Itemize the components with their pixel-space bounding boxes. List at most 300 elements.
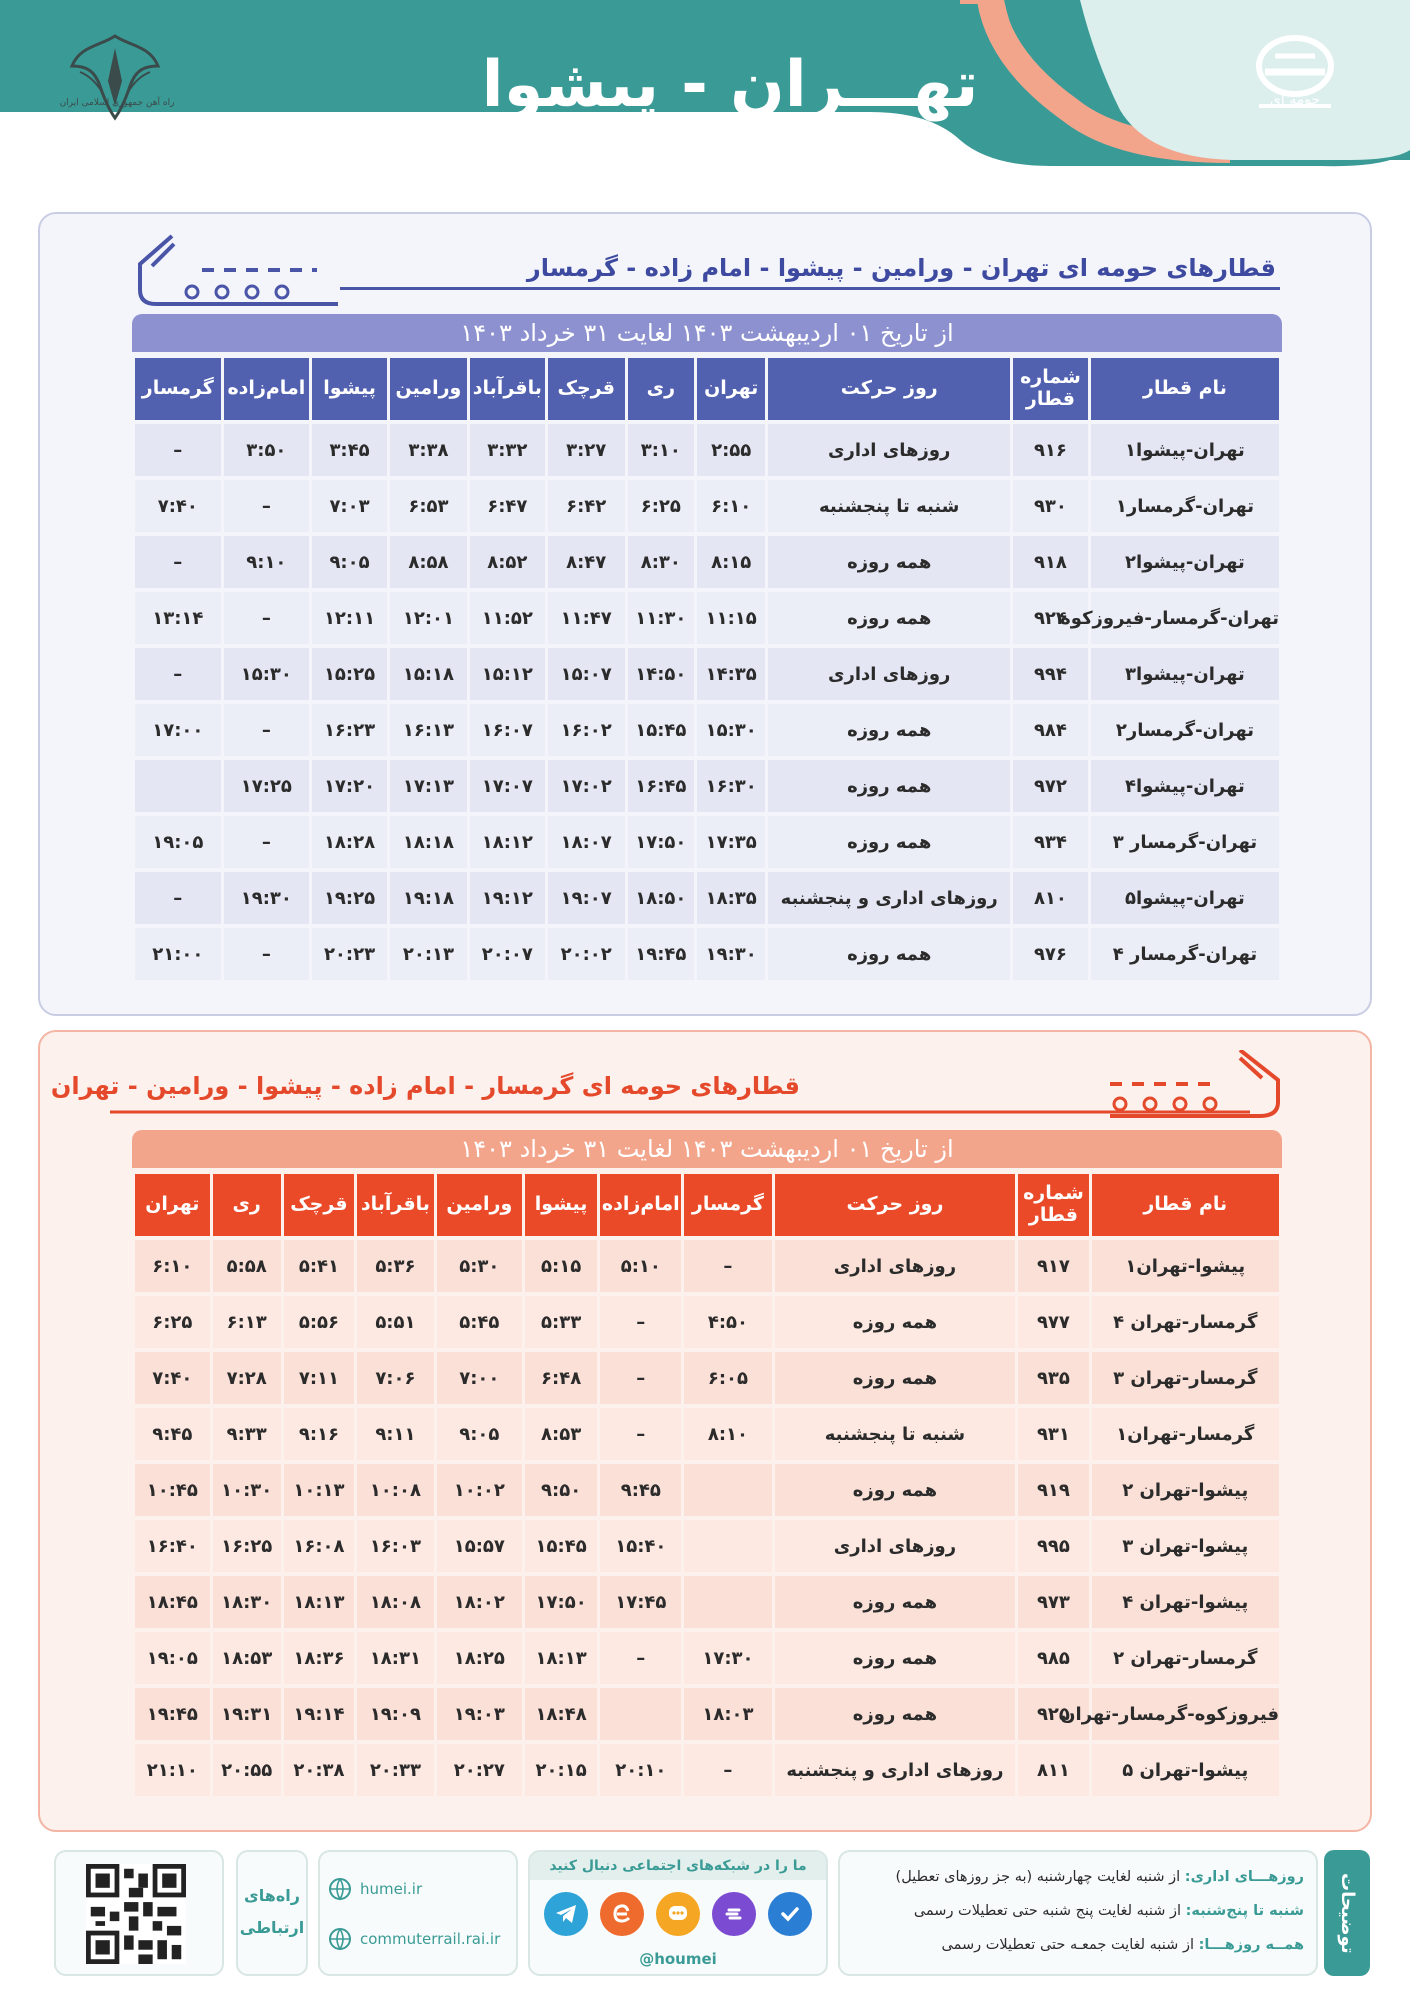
time-cell-station-3: ۲۰:۱۵ bbox=[525, 1744, 597, 1796]
time-cell-station-8: ۷:۴۰ bbox=[135, 480, 221, 532]
time-cell-station-6: ۲۰:۳۸ bbox=[284, 1744, 354, 1796]
time-cell-station-2: ۱۸:۵۰ bbox=[628, 872, 694, 924]
notes-label: توضیحات bbox=[1324, 1850, 1370, 1976]
train-name-cell: گرمسار-تهران ۴ bbox=[1092, 1296, 1279, 1348]
time-cell-station-8: ۹:۴۵ bbox=[135, 1408, 210, 1460]
table-header-row bbox=[135, 358, 1279, 420]
time-cell-station-1 bbox=[684, 1464, 771, 1516]
time-cell-station-2: – bbox=[600, 1352, 681, 1404]
time-cell-station-7: – bbox=[224, 480, 310, 532]
run-days-cell: همه روزه bbox=[775, 1296, 1016, 1348]
time-cell-station-2: ۳:۱۰ bbox=[628, 424, 694, 476]
col-header-station-1: گرمسار bbox=[684, 1174, 771, 1236]
train-icon bbox=[132, 234, 342, 314]
time-cell-station-2: ۱۴:۵۰ bbox=[628, 648, 694, 700]
run-days-cell: روزهای اداری و پنجشنبه bbox=[768, 872, 1010, 924]
table-row bbox=[135, 536, 1279, 588]
run-days-cell: همه روزه bbox=[768, 592, 1010, 644]
panel-title: قطارهای حومه ای گرمسار - امام زاده - پیشوا - ورامین - تهران bbox=[50, 1072, 800, 1100]
run-days-cell: همه روزه bbox=[775, 1688, 1016, 1740]
run-days-cell: روزهای اداری bbox=[768, 424, 1010, 476]
time-cell-station-2: ۱۹:۴۵ bbox=[628, 928, 694, 980]
time-cell-station-7: ۵:۵۸ bbox=[213, 1240, 281, 1292]
table-row bbox=[135, 648, 1279, 700]
time-cell-station-4: ۷:۰۰ bbox=[437, 1352, 522, 1404]
time-cell-station-4: ۱۸:۲۵ bbox=[437, 1632, 522, 1684]
time-cell-station-7: ۱۶:۲۵ bbox=[213, 1520, 281, 1572]
time-cell-station-4: ۳:۳۲ bbox=[470, 424, 545, 476]
time-cell-station-2: ۱۶:۴۵ bbox=[628, 760, 694, 812]
time-cell-station-8: ۶:۱۰ bbox=[135, 1240, 210, 1292]
time-cell-station-3: ۱۵:۴۵ bbox=[525, 1520, 597, 1572]
time-cell-station-1: ۶:۰۵ bbox=[684, 1352, 771, 1404]
time-cell-station-1: ۱۸:۳۵ bbox=[697, 872, 765, 924]
time-cell-station-8: – bbox=[135, 872, 221, 924]
time-cell-station-5: ۱۵:۱۸ bbox=[390, 648, 467, 700]
table-row bbox=[135, 1352, 1279, 1404]
time-cell-station-1: ۲:۵۵ bbox=[697, 424, 765, 476]
col-header-station-3: قرچک bbox=[548, 358, 625, 420]
train-name-cell: تهران-گرمسار۲ bbox=[1091, 704, 1279, 756]
time-cell-station-7: ۱۸:۳۰ bbox=[213, 1576, 281, 1628]
globe-icon bbox=[328, 1877, 352, 1901]
time-cell-station-8: ۱۸:۴۵ bbox=[135, 1576, 210, 1628]
run-days-cell: همه روزه bbox=[775, 1576, 1016, 1628]
telegram-icon[interactable] bbox=[544, 1892, 588, 1936]
social-heading: ما را در شبکه‌های اجتماعی دنبال کنید bbox=[530, 1852, 826, 1880]
time-cell-station-7: ۶:۱۳ bbox=[213, 1296, 281, 1348]
time-cell-station-4: ۲۰:۲۷ bbox=[437, 1744, 522, 1796]
time-cell-station-1: ۱۸:۰۳ bbox=[684, 1688, 771, 1740]
time-cell-station-7: ۱۰:۳۰ bbox=[213, 1464, 281, 1516]
note-office-days: روزهـــای اداری: از شنبه لغایت چهارشنبه (به جز روزهای تعطیل) bbox=[895, 1869, 1304, 1885]
time-cell-station-2 bbox=[600, 1688, 681, 1740]
train-name-cell: پیشوا-تهران۱ bbox=[1092, 1240, 1279, 1292]
time-cell-station-4: ۱۹:۱۲ bbox=[470, 872, 545, 924]
train-name-cell: تهران-پیشوا۲ bbox=[1091, 536, 1279, 588]
time-cell-station-3: ۵:۱۵ bbox=[525, 1240, 597, 1292]
schedule-table bbox=[132, 1170, 1282, 1800]
time-cell-station-4: ۲۰:۰۷ bbox=[470, 928, 545, 980]
time-cell-station-5: ۱۲:۰۱ bbox=[390, 592, 467, 644]
time-cell-station-3: ۱۸:۴۸ bbox=[525, 1688, 597, 1740]
time-cell-station-6: ۱۲:۱۱ bbox=[312, 592, 387, 644]
time-cell-station-7: ۱۸:۵۳ bbox=[213, 1632, 281, 1684]
time-cell-station-1: ۱۴:۳۵ bbox=[697, 648, 765, 700]
train-number-cell: ۹۳۵ bbox=[1018, 1352, 1088, 1404]
time-cell-station-2: – bbox=[600, 1408, 681, 1460]
time-cell-station-7: ۳:۵۰ bbox=[224, 424, 310, 476]
time-cell-station-3: ۳:۲۷ bbox=[548, 424, 625, 476]
train-name-cell: تهران-پیشوا۱ bbox=[1091, 424, 1279, 476]
train-number-cell: ۹۱۹ bbox=[1018, 1464, 1088, 1516]
run-days-cell: همه روزه bbox=[775, 1632, 1016, 1684]
time-cell-station-3: ۵:۳۳ bbox=[525, 1296, 597, 1348]
time-cell-station-1: ۱۷:۳۵ bbox=[697, 816, 765, 868]
time-cell-station-4: ۱۸:۱۲ bbox=[470, 816, 545, 868]
time-cell-station-3: ۱۷:۰۲ bbox=[548, 760, 625, 812]
col-header-station-8: گرمسار bbox=[135, 358, 221, 420]
time-cell-station-4: ۸:۵۲ bbox=[470, 536, 545, 588]
time-cell-station-5: ۱۶:۰۳ bbox=[357, 1520, 434, 1572]
time-cell-station-6: ۱۶:۲۳ bbox=[312, 704, 387, 756]
social-icon-row bbox=[530, 1892, 826, 1936]
time-cell-station-3: ۱۱:۴۷ bbox=[548, 592, 625, 644]
time-cell-station-5: ۵:۳۶ bbox=[357, 1240, 434, 1292]
table-row bbox=[135, 1296, 1279, 1348]
time-cell-station-2: – bbox=[600, 1296, 681, 1348]
time-cell-station-8 bbox=[135, 760, 221, 812]
table-row bbox=[135, 1688, 1279, 1740]
link-humei[interactable]: humei.ir bbox=[328, 1864, 508, 1914]
col-header-station-1: تهران bbox=[697, 358, 765, 420]
note-every-day: همــه روزهـــا: از شنبه لغایت جمعـه حتی تعطیلات رسمی bbox=[941, 1937, 1304, 1953]
train-name-cell: تهران-پیشوا۳ bbox=[1091, 648, 1279, 700]
time-cell-station-5: ۳:۳۸ bbox=[390, 424, 467, 476]
time-cell-station-3: ۱۸:۰۷ bbox=[548, 816, 625, 868]
run-days-cell: همه روزه bbox=[768, 704, 1010, 756]
time-cell-station-1: ۸:۱۵ bbox=[697, 536, 765, 588]
time-cell-station-2: ۸:۳۰ bbox=[628, 536, 694, 588]
time-cell-station-4: ۱۵:۱۲ bbox=[470, 648, 545, 700]
time-cell-station-5: ۶:۵۳ bbox=[390, 480, 467, 532]
time-cell-station-4: ۱۵:۵۷ bbox=[437, 1520, 522, 1572]
time-cell-station-1: ۱۷:۳۰ bbox=[684, 1632, 771, 1684]
time-cell-station-7: ۲۰:۵۵ bbox=[213, 1744, 281, 1796]
time-cell-station-5: ۵:۵۱ bbox=[357, 1296, 434, 1348]
time-cell-station-5: ۲۰:۳۳ bbox=[357, 1744, 434, 1796]
col-header-days: روز حرکت bbox=[768, 358, 1010, 420]
run-days-cell: همه روزه bbox=[768, 760, 1010, 812]
time-cell-station-6: ۱۵:۲۵ bbox=[312, 648, 387, 700]
schedule-table bbox=[132, 354, 1282, 984]
time-cell-station-6: ۱۹:۱۴ bbox=[284, 1688, 354, 1740]
run-days-cell: همه روزه bbox=[768, 928, 1010, 980]
train-number-cell: ۹۱۷ bbox=[1018, 1240, 1088, 1292]
run-days-cell: روزهای اداری و پنجشنبه bbox=[775, 1744, 1016, 1796]
col-header-name: نام قطار bbox=[1092, 1174, 1279, 1236]
date-range-bar: از تاریخ ۰۱ اردیبهشت ۱۴۰۳ لغایت ۳۱ خرداد ۱۴۰۳ bbox=[132, 1130, 1282, 1168]
train-name-cell: پیشوا-تهران ۳ bbox=[1092, 1520, 1279, 1572]
time-cell-station-5: ۱۰:۰۸ bbox=[357, 1464, 434, 1516]
col-header-station-2: امام‌زاده bbox=[600, 1174, 681, 1236]
links-box bbox=[318, 1850, 518, 1976]
time-cell-station-8: ۱۰:۴۵ bbox=[135, 1464, 210, 1516]
train-name-cell: پیشوا-تهران ۴ bbox=[1092, 1576, 1279, 1628]
run-days-cell: همه روزه bbox=[768, 816, 1010, 868]
train-number-cell: ۹۷۶ bbox=[1013, 928, 1088, 980]
run-days-cell: روزهای اداری bbox=[775, 1520, 1016, 1572]
train-name-cell: گرمسار-تهران ۲ bbox=[1092, 1632, 1279, 1684]
title-underline bbox=[340, 286, 1280, 292]
train-number-cell: ۹۱۸ bbox=[1013, 536, 1088, 588]
time-cell-station-6: ۵:۵۶ bbox=[284, 1296, 354, 1348]
train-number-cell: ۹۸۴ bbox=[1013, 704, 1088, 756]
time-cell-station-4: ۱۹:۰۳ bbox=[437, 1688, 522, 1740]
schedule-body bbox=[135, 424, 1279, 980]
time-cell-station-8: ۱۶:۴۰ bbox=[135, 1520, 210, 1572]
time-cell-station-5: ۱۶:۱۳ bbox=[390, 704, 467, 756]
table-row bbox=[135, 1408, 1279, 1460]
time-cell-station-2: ۱۵:۴۵ bbox=[628, 704, 694, 756]
time-cell-station-5: ۱۹:۰۹ bbox=[357, 1688, 434, 1740]
table-header-row bbox=[135, 1174, 1279, 1236]
time-cell-station-3: ۱۶:۰۲ bbox=[548, 704, 625, 756]
time-cell-station-3: ۱۹:۰۷ bbox=[548, 872, 625, 924]
time-cell-station-3: ۱۵:۰۷ bbox=[548, 648, 625, 700]
table-row bbox=[135, 704, 1279, 756]
time-cell-station-7: ۱۹:۳۰ bbox=[224, 872, 310, 924]
col-header-station-2: ری bbox=[628, 358, 694, 420]
qr-code-icon[interactable] bbox=[86, 1864, 186, 1964]
time-cell-station-2: ۱۷:۵۰ bbox=[628, 816, 694, 868]
page-title: تهـــران - پیشوا bbox=[481, 48, 979, 122]
train-number-cell: ۹۷۳ bbox=[1018, 1576, 1088, 1628]
train-name-cell: تهران-گرمسار۱ bbox=[1091, 480, 1279, 532]
time-cell-station-8: – bbox=[135, 648, 221, 700]
time-cell-station-4: ۱۸:۰۲ bbox=[437, 1576, 522, 1628]
time-cell-station-1: ۱۵:۳۰ bbox=[697, 704, 765, 756]
time-cell-station-5: ۱۸:۱۸ bbox=[390, 816, 467, 868]
schedule-panel-garmsar-to-tehran bbox=[38, 1030, 1372, 1832]
time-cell-station-3: ۲۰:۰۲ bbox=[548, 928, 625, 980]
time-cell-station-6: ۹:۱۶ bbox=[284, 1408, 354, 1460]
train-number-cell: ۹۷۷ bbox=[1018, 1296, 1088, 1348]
col-header-station-3: پیشوا bbox=[525, 1174, 597, 1236]
time-cell-station-8: ۷:۴۰ bbox=[135, 1352, 210, 1404]
time-cell-station-8: ۱۳:۱۴ bbox=[135, 592, 221, 644]
schedule-panel-tehran-to-pishva bbox=[38, 212, 1372, 1016]
time-cell-station-3: ۸:۵۳ bbox=[525, 1408, 597, 1460]
table-row bbox=[135, 592, 1279, 644]
time-cell-station-2: ۱۷:۴۵ bbox=[600, 1576, 681, 1628]
table-row bbox=[135, 1576, 1279, 1628]
time-cell-station-5: ۹:۱۱ bbox=[357, 1408, 434, 1460]
link-commuterrail[interactable]: commuterrail.rai.ir bbox=[328, 1914, 508, 1964]
time-cell-station-7: ۱۹:۳۱ bbox=[213, 1688, 281, 1740]
train-name-cell: گرمسار-تهران ۳ bbox=[1092, 1352, 1279, 1404]
rubika-icon[interactable] bbox=[768, 1892, 812, 1936]
time-cell-station-6: ۷:۱۱ bbox=[284, 1352, 354, 1404]
time-cell-station-2: ۹:۴۵ bbox=[600, 1464, 681, 1516]
train-number-cell: ۹۷۲ bbox=[1013, 760, 1088, 812]
col-header-station-6: پیشوا bbox=[312, 358, 387, 420]
note-sat-to-thu: شنبه تا پنج‌شنبه: از شنبه لغایت پنج شنبه حتی تعطیلات رسمی bbox=[913, 1903, 1304, 1919]
page-footer bbox=[52, 1850, 1370, 1976]
time-cell-station-8: ۶:۲۵ bbox=[135, 1296, 210, 1348]
time-cell-station-8: – bbox=[135, 424, 221, 476]
time-cell-station-7: ۷:۲۸ bbox=[213, 1352, 281, 1404]
time-cell-station-3: ۹:۵۰ bbox=[525, 1464, 597, 1516]
time-cell-station-7: ۹:۳۳ bbox=[213, 1408, 281, 1460]
run-days-cell: همه روزه bbox=[775, 1464, 1016, 1516]
time-cell-station-5: ۲۰:۱۳ bbox=[390, 928, 467, 980]
col-header-days: روز حرکت bbox=[775, 1174, 1016, 1236]
run-days-cell: همه روزه bbox=[775, 1352, 1016, 1404]
time-cell-station-6: ۳:۴۵ bbox=[312, 424, 387, 476]
time-cell-station-7: – bbox=[224, 592, 310, 644]
time-cell-station-4: ۵:۳۰ bbox=[437, 1240, 522, 1292]
time-cell-station-8: ۲۱:۱۰ bbox=[135, 1744, 210, 1796]
time-cell-station-2: ۶:۲۵ bbox=[628, 480, 694, 532]
table-row bbox=[135, 872, 1279, 924]
time-cell-station-1: ۱۱:۱۵ bbox=[697, 592, 765, 644]
train-name-cell: تهران-پیشوا۴ bbox=[1091, 760, 1279, 812]
time-cell-station-6: ۵:۴۱ bbox=[284, 1240, 354, 1292]
col-header-number: شماره قطار bbox=[1018, 1174, 1088, 1236]
panel-title: قطارهای حومه ای تهران - ورامین - پیشوا - امام زاده - گرمسار bbox=[526, 254, 1276, 282]
time-cell-station-3: ۶:۴۸ bbox=[525, 1352, 597, 1404]
time-cell-station-1: ۴:۵۰ bbox=[684, 1296, 771, 1348]
time-cell-station-8: ۱۷:۰۰ bbox=[135, 704, 221, 756]
table-row bbox=[135, 816, 1279, 868]
col-header-name: نام قطار bbox=[1091, 358, 1279, 420]
time-cell-station-2: – bbox=[600, 1632, 681, 1684]
col-header-station-6: قرچک bbox=[284, 1174, 354, 1236]
time-cell-station-8: ۱۹:۰۵ bbox=[135, 816, 221, 868]
train-name-cell: گرمسار-تهران۱ bbox=[1092, 1408, 1279, 1460]
time-cell-station-4: ۵:۴۵ bbox=[437, 1296, 522, 1348]
commuter-rail-logo-icon bbox=[1235, 28, 1355, 118]
time-cell-station-5: ۸:۵۸ bbox=[390, 536, 467, 588]
time-cell-station-6: ۱۶:۰۸ bbox=[284, 1520, 354, 1572]
train-number-cell: ۹۳۱ bbox=[1018, 1408, 1088, 1460]
run-days-cell: همه روزه bbox=[768, 536, 1010, 588]
time-cell-station-8: ۲۱:۰۰ bbox=[135, 928, 221, 980]
commuter-rail-logo-text: حومه ای bbox=[1269, 92, 1321, 108]
train-name-cell: تهران-گرمسار ۴ bbox=[1091, 928, 1279, 980]
time-cell-station-5: ۱۹:۱۸ bbox=[390, 872, 467, 924]
col-header-station-5: ورامین bbox=[390, 358, 467, 420]
col-header-station-4: باقرآباد bbox=[470, 358, 545, 420]
time-cell-station-2: ۱۵:۴۰ bbox=[600, 1520, 681, 1572]
qr-box bbox=[54, 1850, 224, 1976]
col-header-number: شماره قطار bbox=[1013, 358, 1088, 420]
time-cell-station-1 bbox=[684, 1576, 771, 1628]
time-cell-station-4: ۱۷:۰۷ bbox=[470, 760, 545, 812]
train-number-cell: ۹۳۴ bbox=[1013, 816, 1088, 868]
time-cell-station-8: ۱۹:۴۵ bbox=[135, 1688, 210, 1740]
train-number-cell: ۹۲۵ bbox=[1018, 1688, 1088, 1740]
globe-icon bbox=[328, 1927, 352, 1951]
col-header-station-4: ورامین bbox=[437, 1174, 522, 1236]
time-cell-station-3: ۱۸:۱۳ bbox=[525, 1632, 597, 1684]
time-cell-station-2: ۵:۱۰ bbox=[600, 1240, 681, 1292]
eitaa-icon[interactable] bbox=[600, 1892, 644, 1936]
time-cell-station-5: ۷:۰۶ bbox=[357, 1352, 434, 1404]
time-cell-station-3: ۱۷:۵۰ bbox=[525, 1576, 597, 1628]
train-number-cell: ۹۳۰ bbox=[1013, 480, 1088, 532]
time-cell-station-7: ۱۷:۲۵ bbox=[224, 760, 310, 812]
time-cell-station-6: ۷:۰۳ bbox=[312, 480, 387, 532]
time-cell-station-7: – bbox=[224, 928, 310, 980]
time-cell-station-2: ۱۱:۳۰ bbox=[628, 592, 694, 644]
time-cell-station-4: ۶:۴۷ bbox=[470, 480, 545, 532]
train-number-cell: ۹۱۶ bbox=[1013, 424, 1088, 476]
time-cell-station-4: ۱۶:۰۷ bbox=[470, 704, 545, 756]
table-row bbox=[135, 1464, 1279, 1516]
run-days-cell: روزهای اداری bbox=[768, 648, 1010, 700]
col-header-station-8: تهران bbox=[135, 1174, 210, 1236]
table-row bbox=[135, 760, 1279, 812]
table-row bbox=[135, 480, 1279, 532]
time-cell-station-7: ۹:۱۰ bbox=[224, 536, 310, 588]
time-cell-station-3: ۸:۴۷ bbox=[548, 536, 625, 588]
time-cell-station-7: – bbox=[224, 816, 310, 868]
train-name-cell: تهران-گرمسار ۳ bbox=[1091, 816, 1279, 868]
col-header-station-7: امام‌زاده bbox=[224, 358, 310, 420]
time-cell-station-1: ۸:۱۰ bbox=[684, 1408, 771, 1460]
time-cell-station-3: ۶:۴۲ bbox=[548, 480, 625, 532]
train-name-cell: تهران-پیشوا۵ bbox=[1091, 872, 1279, 924]
time-cell-station-5: ۱۷:۱۳ bbox=[390, 760, 467, 812]
time-cell-station-1: ۶:۱۰ bbox=[697, 480, 765, 532]
time-cell-station-1: ۱۹:۳۰ bbox=[697, 928, 765, 980]
table-row bbox=[135, 1632, 1279, 1684]
soroush-icon[interactable] bbox=[712, 1892, 756, 1936]
time-cell-station-8: ۱۹:۰۵ bbox=[135, 1632, 210, 1684]
time-cell-station-5: ۱۸:۰۸ bbox=[357, 1576, 434, 1628]
train-name-cell: پیشوا-تهران ۲ bbox=[1092, 1464, 1279, 1516]
time-cell-station-1 bbox=[684, 1520, 771, 1572]
run-days-cell: روزهای اداری bbox=[775, 1240, 1016, 1292]
table-row bbox=[135, 928, 1279, 980]
social-handle[interactable]: @houmei bbox=[639, 1950, 717, 1968]
railway-emblem-icon bbox=[60, 26, 170, 126]
time-cell-station-6: ۹:۰۵ bbox=[312, 536, 387, 588]
schedule-body bbox=[135, 1240, 1279, 1796]
time-cell-station-4: ۱۰:۰۲ bbox=[437, 1464, 522, 1516]
bale-icon[interactable] bbox=[656, 1892, 700, 1936]
railway-emblem-text: راه آهن جمهوری اسلامی ایران bbox=[59, 98, 175, 108]
notes-box bbox=[838, 1850, 1318, 1976]
time-cell-station-6: ۱۹:۲۵ bbox=[312, 872, 387, 924]
train-number-cell: ۸۱۱ bbox=[1018, 1744, 1088, 1796]
table-row bbox=[135, 424, 1279, 476]
train-name-cell: تهران-گرمسار-فیروزکوه bbox=[1091, 592, 1279, 644]
time-cell-station-1: – bbox=[684, 1744, 771, 1796]
time-cell-station-6: ۲۰:۲۳ bbox=[312, 928, 387, 980]
time-cell-station-7: ۱۵:۳۰ bbox=[224, 648, 310, 700]
date-range-bar: از تاریخ ۰۱ اردیبهشت ۱۴۰۳ لغایت ۳۱ خرداد ۱۴۰۳ bbox=[132, 314, 1282, 352]
time-cell-station-5: ۱۸:۳۱ bbox=[357, 1632, 434, 1684]
time-cell-station-6: ۱۸:۳۶ bbox=[284, 1632, 354, 1684]
run-days-cell: شنبه تا پنجشنبه bbox=[775, 1408, 1016, 1460]
train-name-cell: پیشوا-تهران ۵ bbox=[1092, 1744, 1279, 1796]
train-number-cell: ۹۲۴ bbox=[1013, 592, 1088, 644]
table-row bbox=[135, 1520, 1279, 1572]
time-cell-station-8: – bbox=[135, 536, 221, 588]
contact-label: راه‌های ارتباطی bbox=[236, 1850, 308, 1976]
time-cell-station-6: ۱۸:۱۳ bbox=[284, 1576, 354, 1628]
train-number-cell: ۹۸۵ bbox=[1018, 1632, 1088, 1684]
train-number-cell: ۸۱۰ bbox=[1013, 872, 1088, 924]
time-cell-station-4: ۹:۰۵ bbox=[437, 1408, 522, 1460]
col-header-station-5: باقرآباد bbox=[357, 1174, 434, 1236]
time-cell-station-2: ۲۰:۱۰ bbox=[600, 1744, 681, 1796]
table-row bbox=[135, 1744, 1279, 1796]
time-cell-station-1: ۱۶:۳۰ bbox=[697, 760, 765, 812]
time-cell-station-6: ۱۰:۱۳ bbox=[284, 1464, 354, 1516]
time-cell-station-7: – bbox=[224, 704, 310, 756]
train-name-cell: فیروزکوه-گرمسار-تهران bbox=[1092, 1688, 1279, 1740]
page-header bbox=[0, 0, 1410, 180]
table-row bbox=[135, 1240, 1279, 1292]
col-header-station-7: ری bbox=[213, 1174, 281, 1236]
time-cell-station-1: – bbox=[684, 1240, 771, 1292]
social-box bbox=[528, 1850, 828, 1976]
time-cell-station-6: ۱۷:۲۰ bbox=[312, 760, 387, 812]
